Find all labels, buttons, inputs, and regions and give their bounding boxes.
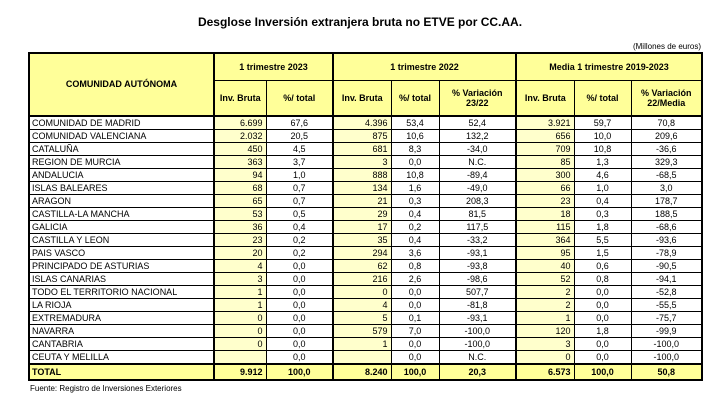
data-cell: -49,0 xyxy=(439,182,516,195)
data-cell: 0,7 xyxy=(266,195,333,208)
data-cell: 178,7 xyxy=(631,195,702,208)
data-cell: 0,2 xyxy=(266,234,333,247)
table-row xyxy=(29,234,702,247)
row-label: CASTILLA-LA MANCHA xyxy=(29,208,214,221)
total-pct-total-2023: 100,0 xyxy=(266,364,333,380)
units-note: (Millones de euros) xyxy=(632,42,701,51)
data-cell: 0,3 xyxy=(574,208,631,221)
total-pct-total-2022: 100,0 xyxy=(391,364,439,380)
data-cell: 53 xyxy=(214,208,266,221)
source-note: Fuente: Registro de Inversiones Exteriores xyxy=(30,384,182,393)
data-cell: 0,0 xyxy=(266,351,333,365)
data-cell: 363 xyxy=(214,156,266,169)
data-cell: -33,2 xyxy=(439,234,516,247)
data-cell: 2,6 xyxy=(391,273,439,286)
data-cell: 10,8 xyxy=(574,143,631,156)
data-cell: 0 xyxy=(333,286,391,299)
total-variacion-22-media: 50,8 xyxy=(631,364,702,380)
data-cell: 20 xyxy=(214,247,266,260)
data-cell: -100,0 xyxy=(631,351,702,365)
data-cell: -52,8 xyxy=(631,286,702,299)
total-inv-bruta-2022: 8.240 xyxy=(333,364,391,380)
table-row xyxy=(29,325,702,338)
data-cell: N.C. xyxy=(439,156,516,169)
page-title: Desglose Inversión extranjera bruta no ETVE por CC.AA. xyxy=(197,15,523,29)
table-row xyxy=(29,247,702,260)
data-cell: 329,3 xyxy=(631,156,702,169)
data-cell: 0 xyxy=(214,312,266,325)
data-cell: 1 xyxy=(333,338,391,351)
data-cell: 0,4 xyxy=(391,234,439,247)
data-cell: 0,4 xyxy=(574,195,631,208)
data-cell: 0,0 xyxy=(574,286,631,299)
table-row xyxy=(29,273,702,286)
data-cell: 0,0 xyxy=(266,338,333,351)
data-cell xyxy=(333,351,391,365)
data-cell: 450 xyxy=(214,143,266,156)
data-cell: 3 xyxy=(516,338,574,351)
data-cell: 3,6 xyxy=(391,247,439,260)
data-cell: 0,0 xyxy=(574,312,631,325)
data-cell: 209,6 xyxy=(631,130,702,143)
table-header xyxy=(29,53,702,116)
data-cell: 117,5 xyxy=(439,221,516,234)
data-cell: 0 xyxy=(214,338,266,351)
data-cell: 1,8 xyxy=(574,221,631,234)
data-cell: 579 xyxy=(333,325,391,338)
data-cell: 10,6 xyxy=(391,130,439,143)
column-header-variacion-23-22: % Variación 23/22 xyxy=(439,81,516,117)
data-cell: 95 xyxy=(516,247,574,260)
table-row xyxy=(29,299,702,312)
row-label: PRINCIPADO DE ASTURIAS xyxy=(29,260,214,273)
data-cell: 0,6 xyxy=(574,260,631,273)
data-cell: -93,1 xyxy=(439,247,516,260)
data-cell: 70,8 xyxy=(631,116,702,130)
table-row xyxy=(29,312,702,325)
column-header-variacion-22-media: % Variación 22/Media xyxy=(631,81,702,117)
row-label: CATALUÑA xyxy=(29,143,214,156)
row-label: COMUNIDAD DE MADRID xyxy=(29,116,214,130)
data-cell: 17 xyxy=(333,221,391,234)
data-cell: N.C. xyxy=(439,351,516,365)
column-header-inv-bruta-2023: Inv. Bruta xyxy=(214,81,266,117)
group-header-media-2019-2023: Media 1 trimestre 2019-2023 xyxy=(516,53,702,81)
data-cell: -90,5 xyxy=(631,260,702,273)
data-cell: 0 xyxy=(214,325,266,338)
data-cell: 8,3 xyxy=(391,143,439,156)
data-cell: 0 xyxy=(516,351,574,365)
total-pct-total-media: 100,0 xyxy=(574,364,631,380)
table-row xyxy=(29,169,702,182)
data-cell: -93,6 xyxy=(631,234,702,247)
table-row xyxy=(29,182,702,195)
data-cell: 0,1 xyxy=(391,312,439,325)
data-cell: 0,0 xyxy=(574,351,631,365)
table-row xyxy=(29,116,702,130)
data-cell: 0,4 xyxy=(391,208,439,221)
data-cell: 1,0 xyxy=(266,169,333,182)
row-label: REGION DE MURCIA xyxy=(29,156,214,169)
data-cell: 2.032 xyxy=(214,130,266,143)
data-cell: 4,5 xyxy=(266,143,333,156)
data-cell: 656 xyxy=(516,130,574,143)
data-cell: 6.699 xyxy=(214,116,266,130)
data-cell: 2 xyxy=(516,286,574,299)
data-cell: 0,3 xyxy=(391,195,439,208)
data-cell: 4.396 xyxy=(333,116,391,130)
data-cell: 5,5 xyxy=(574,234,631,247)
data-cell: 81,5 xyxy=(439,208,516,221)
data-cell: 208,3 xyxy=(439,195,516,208)
data-cell: 709 xyxy=(516,143,574,156)
data-cell: 3,0 xyxy=(631,182,702,195)
row-label: ANDALUCIA xyxy=(29,169,214,182)
data-cell: 1,8 xyxy=(574,325,631,338)
data-cell: 29 xyxy=(333,208,391,221)
row-label: NAVARRA xyxy=(29,325,214,338)
data-cell: 0,0 xyxy=(391,338,439,351)
data-cell: 134 xyxy=(333,182,391,195)
data-cell: -100,0 xyxy=(439,325,516,338)
data-cell: 294 xyxy=(333,247,391,260)
column-header-inv-bruta-2022: Inv. Bruta xyxy=(333,81,391,117)
data-cell: 40 xyxy=(516,260,574,273)
data-cell: 0,0 xyxy=(266,312,333,325)
row-label: ARAGON xyxy=(29,195,214,208)
total-row xyxy=(29,364,702,380)
data-cell: 23 xyxy=(214,234,266,247)
total-row-label: TOTAL xyxy=(29,364,214,380)
data-cell: -93,8 xyxy=(439,260,516,273)
total-inv-bruta-2023: 9.912 xyxy=(214,364,266,380)
row-label: CANTABRIA xyxy=(29,338,214,351)
data-cell: 36 xyxy=(214,221,266,234)
data-cell: -94,1 xyxy=(631,273,702,286)
data-cell: -93,1 xyxy=(439,312,516,325)
data-cell: 10,0 xyxy=(574,130,631,143)
data-cell: 1 xyxy=(214,286,266,299)
data-cell xyxy=(214,351,266,365)
row-label: TODO EL TERRITORIO NACIONAL xyxy=(29,286,214,299)
data-cell: 875 xyxy=(333,130,391,143)
data-cell: 0,0 xyxy=(266,299,333,312)
column-header-comunidad-autonoma: COMUNIDAD AUTÓNOMA xyxy=(29,53,214,116)
table-row xyxy=(29,156,702,169)
data-cell: 0,0 xyxy=(391,286,439,299)
data-cell: 4 xyxy=(214,260,266,273)
table-row xyxy=(29,351,702,365)
data-cell: 0,4 xyxy=(266,221,333,234)
investment-table xyxy=(28,52,703,381)
data-cell: 62 xyxy=(333,260,391,273)
group-header-1-trimestre-2022: 1 trimestre 2022 xyxy=(333,53,516,81)
data-cell: 10,8 xyxy=(391,169,439,182)
table-footer xyxy=(29,364,702,380)
data-cell: 0,0 xyxy=(391,299,439,312)
row-label: CEUTA Y MELILLA xyxy=(29,351,214,365)
data-cell: 132,2 xyxy=(439,130,516,143)
data-cell: 2 xyxy=(516,299,574,312)
data-cell: 0,0 xyxy=(391,156,439,169)
data-cell: 18 xyxy=(516,208,574,221)
data-cell: 52 xyxy=(516,273,574,286)
data-cell: -100,0 xyxy=(439,338,516,351)
data-cell: 7,0 xyxy=(391,325,439,338)
data-cell: -68,6 xyxy=(631,221,702,234)
data-cell: 1,5 xyxy=(574,247,631,260)
data-cell: 0,0 xyxy=(266,286,333,299)
data-cell: 85 xyxy=(516,156,574,169)
data-cell: 1,0 xyxy=(574,182,631,195)
data-cell: 67,6 xyxy=(266,116,333,130)
data-cell: 20,5 xyxy=(266,130,333,143)
data-cell: 4 xyxy=(333,299,391,312)
data-cell: 681 xyxy=(333,143,391,156)
data-cell: -36,6 xyxy=(631,143,702,156)
data-cell: 5 xyxy=(333,312,391,325)
data-cell: 364 xyxy=(516,234,574,247)
data-cell: 1,3 xyxy=(574,156,631,169)
table-row xyxy=(29,338,702,351)
row-label: LA RIOJA xyxy=(29,299,214,312)
data-cell: 115 xyxy=(516,221,574,234)
table-row xyxy=(29,208,702,221)
data-cell: -75,7 xyxy=(631,312,702,325)
data-cell: 1,6 xyxy=(391,182,439,195)
table-row xyxy=(29,221,702,234)
table-row xyxy=(29,143,702,156)
data-cell: 507,7 xyxy=(439,286,516,299)
data-cell: 94 xyxy=(214,169,266,182)
data-cell: 0,8 xyxy=(574,273,631,286)
data-cell: 66 xyxy=(516,182,574,195)
data-cell: 216 xyxy=(333,273,391,286)
row-label: ISLAS BALEARES xyxy=(29,182,214,195)
data-cell: 0,0 xyxy=(574,338,631,351)
data-cell: 65 xyxy=(214,195,266,208)
data-cell: 0,2 xyxy=(266,247,333,260)
data-cell: -78,9 xyxy=(631,247,702,260)
data-cell: 0,0 xyxy=(574,299,631,312)
data-cell: 68 xyxy=(214,182,266,195)
data-cell: 0,0 xyxy=(266,260,333,273)
table-row xyxy=(29,130,702,143)
data-cell: -98,6 xyxy=(439,273,516,286)
data-cell: 0,0 xyxy=(266,273,333,286)
data-cell: 1 xyxy=(214,299,266,312)
data-cell: 0,8 xyxy=(391,260,439,273)
data-cell: 53,4 xyxy=(391,116,439,130)
data-cell: 52,4 xyxy=(439,116,516,130)
table-row xyxy=(29,195,702,208)
row-label: COMUNIDAD VALENCIANA xyxy=(29,130,214,143)
data-cell: -68,5 xyxy=(631,169,702,182)
column-header-inv-bruta-media: Inv. Bruta xyxy=(516,81,574,117)
data-cell: -99,9 xyxy=(631,325,702,338)
data-cell: -89,4 xyxy=(439,169,516,182)
column-header-pct-total-media: %/ total xyxy=(574,81,631,117)
total-inv-bruta-media: 6.573 xyxy=(516,364,574,380)
data-cell: 0,2 xyxy=(391,221,439,234)
column-header-pct-total-2022: %/ total xyxy=(391,81,439,117)
data-cell: 300 xyxy=(516,169,574,182)
data-cell: -100,0 xyxy=(631,338,702,351)
data-cell: 0,0 xyxy=(266,325,333,338)
data-cell: 3 xyxy=(214,273,266,286)
data-cell: 35 xyxy=(333,234,391,247)
data-cell: 21 xyxy=(333,195,391,208)
data-cell: -81,8 xyxy=(439,299,516,312)
data-cell: 0,0 xyxy=(391,351,439,365)
row-label: CASTILLA Y LEON xyxy=(29,234,214,247)
data-cell: 3.921 xyxy=(516,116,574,130)
table-row xyxy=(29,260,702,273)
column-header-pct-total-2023: %/ total xyxy=(266,81,333,117)
group-header-1-trimestre-2023: 1 trimestre 2023 xyxy=(214,53,333,81)
data-cell: -55,5 xyxy=(631,299,702,312)
data-cell: 0,7 xyxy=(266,182,333,195)
data-cell: 4,6 xyxy=(574,169,631,182)
data-cell: 0,5 xyxy=(266,208,333,221)
data-cell: 59,7 xyxy=(574,116,631,130)
data-cell: 1 xyxy=(516,312,574,325)
data-cell: -34,0 xyxy=(439,143,516,156)
table-row xyxy=(29,286,702,299)
data-cell: 188,5 xyxy=(631,208,702,221)
data-cell: 888 xyxy=(333,169,391,182)
row-label: GALICIA xyxy=(29,221,214,234)
row-label: ISLAS CANARIAS xyxy=(29,273,214,286)
total-variacion-23-22: 20,3 xyxy=(439,364,516,380)
data-cell: 3 xyxy=(333,156,391,169)
row-label: PAIS VASCO xyxy=(29,247,214,260)
data-cell: 120 xyxy=(516,325,574,338)
data-cell: 23 xyxy=(516,195,574,208)
row-label: EXTREMADURA xyxy=(29,312,214,325)
data-cell: 3,7 xyxy=(266,156,333,169)
table-body xyxy=(29,116,702,364)
